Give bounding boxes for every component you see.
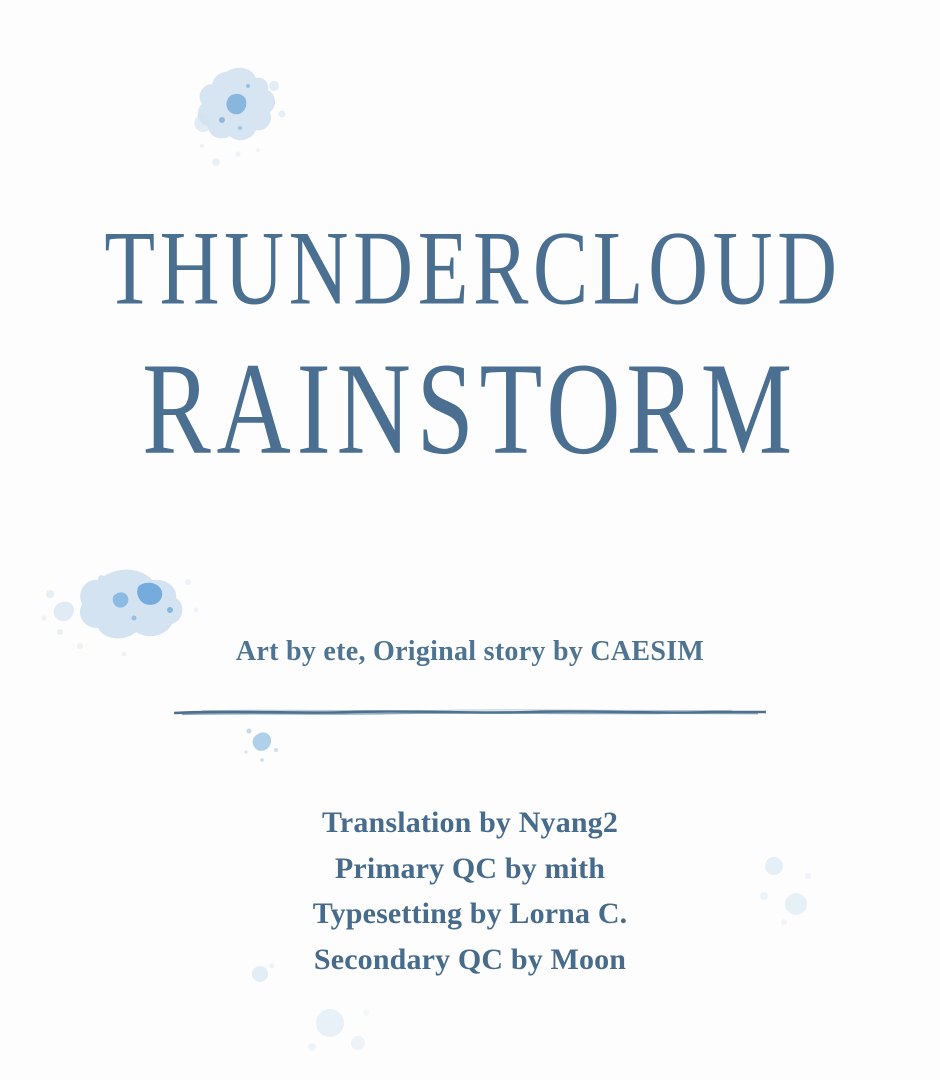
watercolor-speck-icon (300, 995, 380, 1065)
page-title (0, 208, 940, 483)
brushstroke-divider-icon (172, 703, 768, 711)
staff-credit-line: Primary QC by mith (334, 851, 606, 885)
staff-credits (0, 800, 940, 982)
staff-credit-line: Secondary QC by Moon (313, 942, 627, 976)
title-line-rainstorm: RAINSTORM (142, 336, 798, 483)
staff-credit-line: Translation by Nyang2 (322, 806, 618, 839)
byline-credit: Art by ete, Original story by CAESIM (235, 636, 705, 667)
watercolor-speck-icon (240, 722, 285, 767)
staff-credit-line: Typesetting by Lorna C. (312, 897, 628, 931)
title-line-thundercloud: THUNDERCLOUD (104, 208, 842, 327)
watercolor-splatter-icon (186, 62, 296, 182)
